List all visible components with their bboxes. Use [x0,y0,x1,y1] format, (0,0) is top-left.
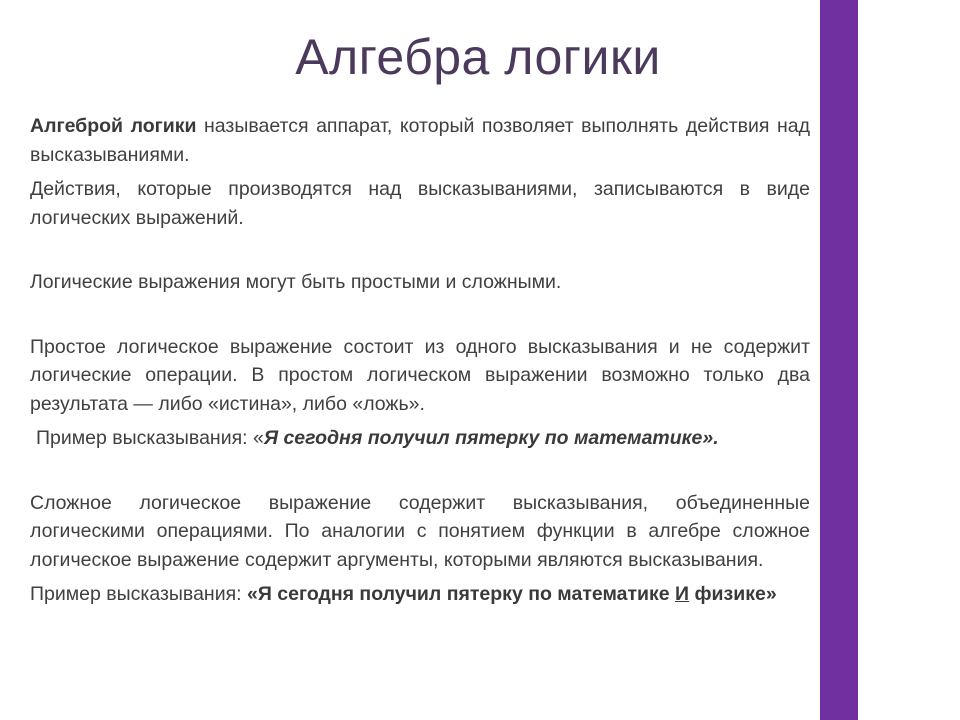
paragraph-simple-example [30,424,810,453]
term-algebra-logic: Алгеброй логики [30,115,197,137]
example-statement: Я сегодня получил пятерку по математике». [263,427,719,449]
paragraph-simple-expression: Простое логическое выражение состоит из одного высказывания и не содержит логические операции. В простом логическом выражении возможно только два результата — либо «истина», либо «ложь». [30,335,810,415]
example-statement-part-a: «Я сегодня получил пятерку по математике [246,583,676,605]
accent-bar [820,0,858,720]
example-label: Пример высказывания: [30,583,247,605]
slide-title: Алгебра логики [295,29,661,85]
definition-text: называется аппарат, который позволяет выполнять действия над высказываниями. [30,115,810,166]
example-label: Пример высказывания: « [36,427,264,449]
example-operator-and: И [675,583,690,605]
slide-body [30,112,810,609]
paragraph-kinds: Логические выражения могут быть простыми и сложными. [30,271,562,293]
paragraph-definition [30,112,810,169]
paragraph-complex-expression: Сложное логическое выражение содержит высказывания, объединенные логическими операциями. По аналогии с понятием функции в алгебре сложное логическое выражение содержит аргументы, которыми являются высказывания. [30,491,810,571]
example-statement-part-b: физике» [689,583,777,605]
paragraph-complex-example [30,580,810,609]
paragraph-actions: Действия, которые производятся над высказываниями, записываются в виде логических выражений. [30,178,810,229]
